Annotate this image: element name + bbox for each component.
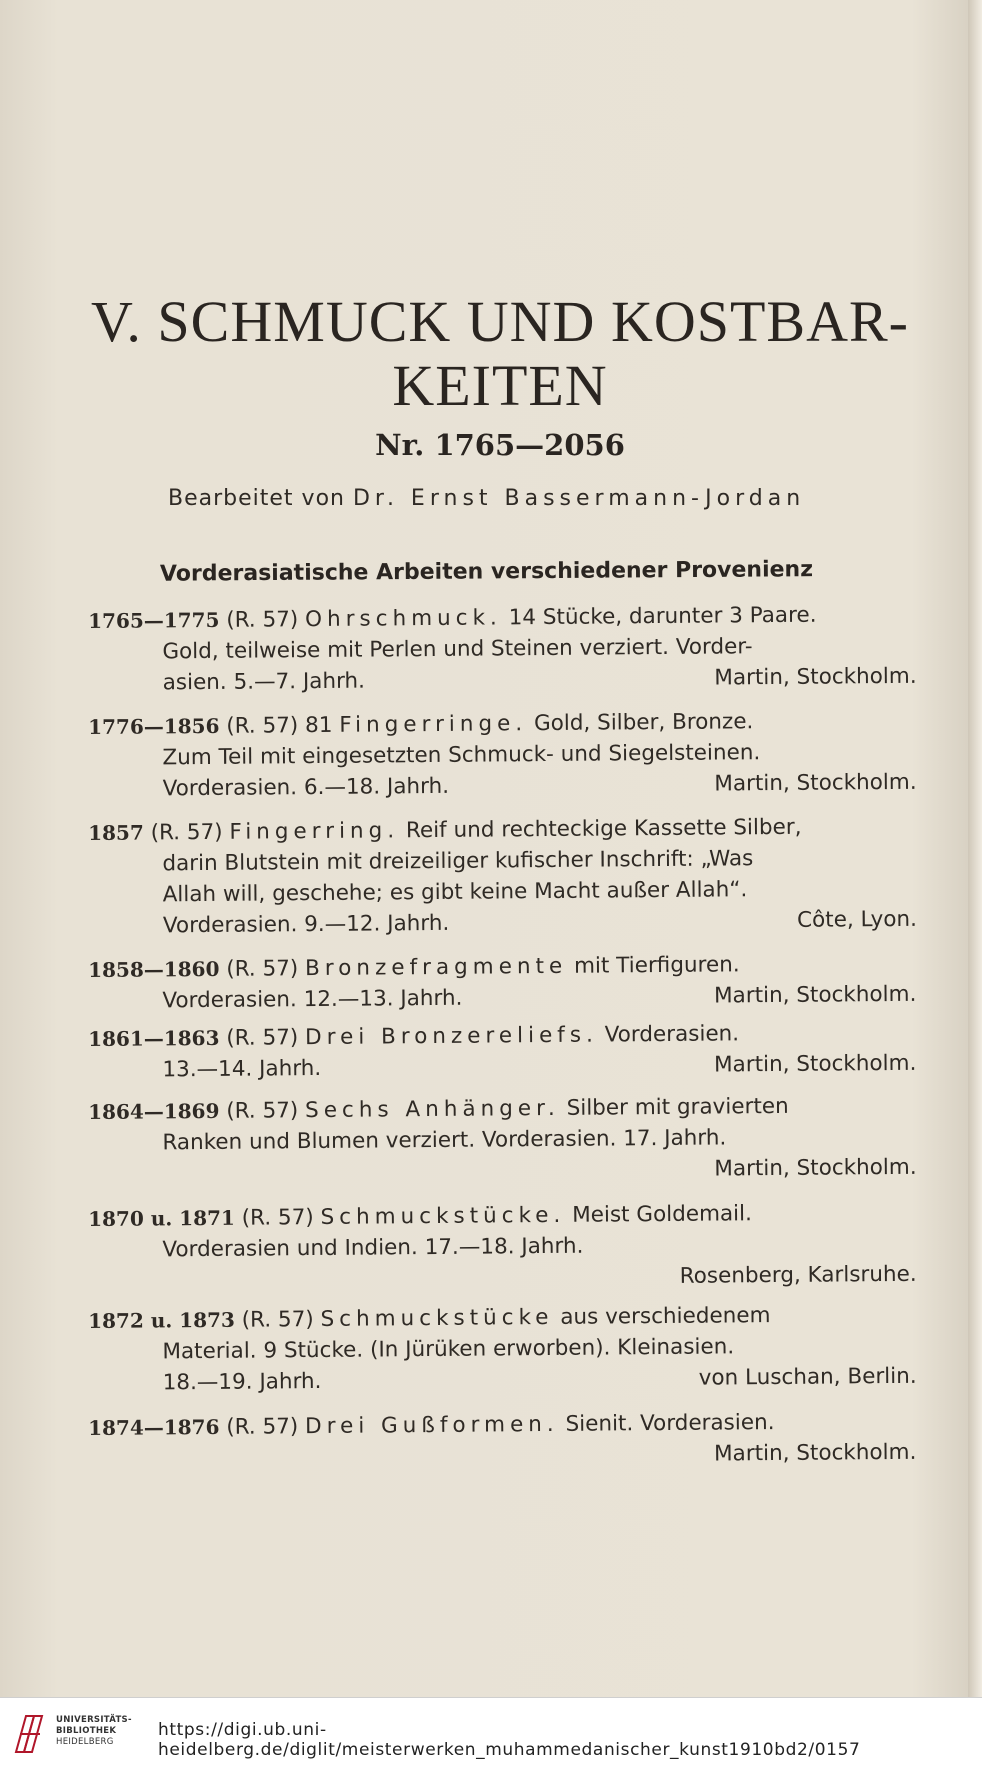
entry-description: mit Tierfiguren.: [567, 952, 740, 979]
entry-owner: Martin, Stockholm.: [713, 1050, 917, 1078]
editor-credit: [168, 486, 908, 511]
entry-reference: (R. 57): [219, 1098, 306, 1124]
entry-number: 1776—1856: [88, 713, 220, 739]
catalog-entry: [88, 948, 937, 1017]
entry-description: Gold, Silber, Bronze.: [527, 709, 754, 737]
entry-line: Material. 9 Stücke. (In Jürüken erworben). Kleinasien.: [162, 1334, 735, 1365]
entry-owner: Martin, Stockholm.: [714, 769, 917, 797]
entry-reference: (R. 57): [143, 819, 230, 846]
entry-object: Sechs Anhänger.: [305, 1095, 560, 1124]
chapter-title: [80, 290, 920, 418]
library-name: [56, 1715, 132, 1748]
entry-owner: Martin, Stockholm.: [714, 1154, 917, 1182]
entry-date: 13.—14. Jahrh.: [162, 1055, 322, 1083]
entry-owner: Martin, Stockholm.: [713, 981, 917, 1009]
entry-object: Drei Bronzereliefs.: [305, 1022, 598, 1051]
entry-description: Meist Goldemail.: [565, 1201, 753, 1228]
entry-description: 14 Stücke, darunter 3 Paare.: [501, 602, 817, 631]
entry-date: asien. 5.—7. Jahrh.: [162, 668, 366, 696]
entry-reference: (R. 57): [219, 956, 306, 982]
entry-object: Drei Gußformen.: [305, 1411, 559, 1440]
entry-date: Vorderasien. 6.—18. Jahrh.: [162, 773, 450, 802]
number-range: Nr. 1765—2056: [375, 428, 625, 462]
editor-prefix: Bearbeitet von: [168, 486, 345, 511]
entry-line: Zum Teil mit eingesetzten Schmuck- und Siegelsteinen.: [162, 740, 761, 771]
catalog-entry: [88, 705, 937, 805]
entry-number: 1857: [88, 820, 144, 845]
entry-number: 1874—1876: [88, 1414, 220, 1440]
entry-object: Schmuckstücke.: [320, 1202, 566, 1230]
entry-reference: (R. 57): [219, 1414, 306, 1440]
entry-owner: von Luschan, Berlin.: [698, 1363, 917, 1391]
entry-line: Ranken und Blumen verziert. Vorderasien. 17. Jahrh.: [162, 1125, 727, 1156]
catalog-entry: [88, 1197, 937, 1297]
entry-number: 1872 u. 1873: [88, 1307, 235, 1333]
entry-line: Allah will, geschehe; es gibt keine Macht außer Allah“.: [162, 877, 748, 908]
entry-line: Vorderasien und Indien. 17.—18. Jahrh.: [162, 1233, 584, 1263]
chapter-title-line-1: V. SCHMUCK UND KOSTBAR-: [91, 289, 909, 354]
catalog-entry: [88, 1017, 937, 1086]
page-edge: [968, 0, 982, 1697]
entry-owner: Côte, Lyon.: [796, 906, 918, 933]
entry-reference: (R. 57): [219, 1025, 306, 1051]
entry-reference: (R. 57): [234, 1306, 321, 1333]
entry-number: 1861—1863: [88, 1025, 220, 1051]
entry-object: Bronzefragmente: [305, 953, 568, 982]
entry-owner: Martin, Stockholm.: [714, 663, 917, 691]
entry-date: 18.—19. Jahrh.: [162, 1368, 322, 1396]
entry-object: Fingerringe.: [339, 711, 528, 738]
catalog-entry: [88, 1406, 937, 1475]
entry-description: aus verschiedenem: [553, 1303, 771, 1330]
entry-reference: (R. 57): [234, 1204, 321, 1231]
entry-description: Silber mit gravierten: [559, 1093, 789, 1121]
entry-line: darin Blutstein mit dreizeiliger kufischer Inschrift: „Was: [162, 846, 754, 877]
entry-reference: (R. 57) 81: [219, 712, 340, 739]
entry-date: Vorderasien. 12.—13. Jahrh.: [162, 985, 463, 1014]
entry-number: 1864—1869: [88, 1098, 220, 1124]
entry-object: Schmuckstücke: [320, 1304, 554, 1332]
library-name-line-1: UNIVERSITÄTS-: [56, 1715, 132, 1725]
catalog-entry: [88, 1090, 937, 1190]
entry-owner: Rosenberg, Karlsruhe.: [679, 1261, 917, 1289]
entry-number: 1765—1775: [88, 607, 220, 633]
entry-description: Vorderasien.: [597, 1021, 740, 1048]
entry-object: Fingerring.: [229, 818, 400, 845]
catalog-entry: [88, 811, 937, 942]
entry-date: Vorderasien. 9.—12. Jahrh.: [162, 910, 450, 939]
editor-name: Dr. Ernst Bassermann-Jordan: [352, 486, 806, 511]
entry-description: Reif und rechteckige Kassette Silber,: [399, 814, 802, 844]
source-url-link[interactable]: https://digi.ub.uni-heidelberg.de/diglit/meisterwerken_muhammedanischer_kunst1910bd2/0157: [158, 1720, 861, 1760]
catalog-entry: [88, 599, 937, 699]
entry-line: Gold, teilweise mit Perlen und Steinen verziert. Vorder-: [162, 634, 753, 665]
library-name-line-3: HEIDELBERG: [56, 1737, 114, 1747]
section-heading: Vorderasiatische Arbeiten verschiedener Provenienz: [159, 557, 814, 587]
chapter-title-line-2: KEITEN: [392, 353, 608, 418]
entry-object: Ohrschmuck.: [305, 605, 502, 633]
entry-description: Sienit. Vorderasien.: [558, 1410, 775, 1437]
entry-owner: Martin, Stockholm.: [713, 1439, 917, 1467]
entry-reference: (R. 57): [219, 607, 306, 633]
entry-number: 1870 u. 1871: [88, 1205, 235, 1231]
library-name-line-2: BIBLIOTHEK: [56, 1726, 117, 1736]
entry-number: 1858—1860: [88, 956, 220, 982]
catalog-entry: [88, 1299, 937, 1399]
footer-bar: [0, 1697, 982, 1770]
university-library-logo-icon: [12, 1712, 48, 1756]
